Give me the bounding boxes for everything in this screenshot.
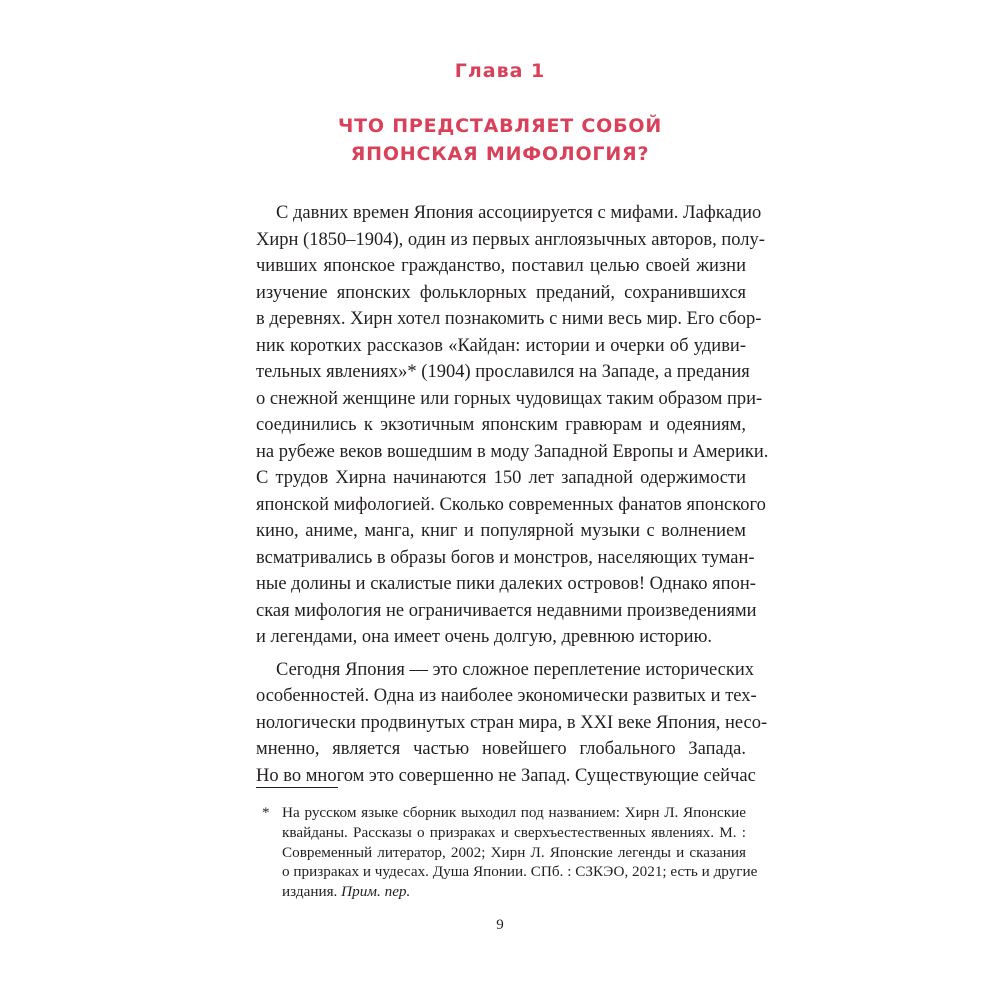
- text-line: Но во многом это совершенно не Запад. Существующие сейчас: [256, 765, 756, 786]
- text-line: С давних времен Япония ассоциируется с мифами. Лафкадио: [276, 203, 762, 223]
- text-line: мненно, является частью новейшего глобального Запада.: [256, 739, 746, 759]
- text-line: о снежной женщине или горных чудовищах таким образом при-: [256, 388, 763, 409]
- chapter-title-line-1: ЧТО ПРЕДСТАВЛЯЕТ СОБОЙ: [337, 115, 663, 137]
- footnote-line: о призраках и чудесах. Душа Японии. СПб. : СЗКЭО, 2021; есть и другие: [282, 863, 758, 881]
- text-line: нологически продвинутых стран мира, в XXI веке Япония, несо-: [256, 712, 768, 733]
- text-line: японской мифологией. Сколько современных фанатов японского: [256, 494, 766, 515]
- text-line: Хирн (1850–1904), один из первых англоязычных авторов, полу-: [256, 229, 765, 250]
- text-line: особенностей. Одна из наиболее экономически развитых и тех-: [256, 686, 757, 706]
- text-line: ская мифология не ограничивается недавними произведениями: [256, 600, 757, 621]
- paragraph-2: [256, 657, 768, 790]
- text-line: С трудов Хирна начинаются 150 лет западной одержимости: [256, 468, 746, 488]
- body-text: [256, 200, 769, 789]
- footnote-marker: *: [262, 804, 270, 821]
- text-line: на рубеже веков вошедшим в моду Западной Европы и Америки.: [256, 441, 769, 462]
- footnote-line: [256, 803, 746, 823]
- text-line: всматривались в образы богов и монстров, населяющих туман-: [256, 547, 755, 568]
- footnote: [256, 803, 758, 902]
- text-line: тельных явлениях»* (1904) прославился на Западе, а предания: [256, 362, 750, 382]
- footnote-line: [256, 882, 746, 902]
- footnote-text: На русском языке сборник выходил под названием: Хирн Л. Японские: [282, 804, 746, 821]
- text-line: и легендами, она имеет очень долгую, древнюю историю.: [256, 627, 713, 647]
- page-number: 9: [496, 917, 504, 933]
- chapter-title: [0, 112, 1000, 168]
- footnote-divider: [256, 787, 338, 788]
- footnote-text: издания.: [282, 883, 338, 901]
- text-line: ник коротких рассказов «Кайдан: истории и очерки об удиви-: [256, 335, 746, 356]
- text-line: чивших японское гражданство, поставил целью своей жизни: [256, 256, 746, 276]
- text-line: Сегодня Япония — это сложное переплетение исторических: [276, 659, 755, 680]
- text-line: ные долины и скалистые пики далеких островов! Однако япон-: [256, 574, 756, 594]
- footnote-line: квайданы. Рассказы о призраках и сверхъестественных явлениях. М. :: [282, 823, 746, 841]
- footnote-translator-note: Прим. пер.: [341, 883, 411, 901]
- footnote-line: Современный литератор, 2002; Хирн Л. Японские легенды и сказания: [282, 843, 746, 861]
- text-line: кино, аниме, манга, книг и популярной музыки с волнением: [256, 521, 746, 541]
- chapter-title-line-2: ЯПОНСКАЯ МИФОЛОГИЯ?: [350, 143, 650, 165]
- text-line: в деревнях. Хирн хотел познакомить с ними весь мир. Его сбор-: [256, 309, 762, 329]
- text-line: соединились к экзотичным японским гравюрам и одеяниям,: [256, 415, 746, 435]
- paragraph-1: [256, 200, 769, 651]
- text-line: изучение японских фольклорных преданий, сохранившихся: [256, 282, 746, 303]
- chapter-label: Глава 1: [454, 60, 546, 82]
